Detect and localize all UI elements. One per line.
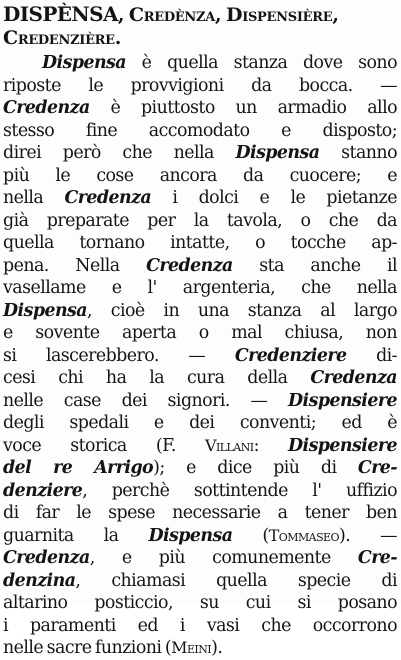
body-line: denziere, perchè sottintende l' uffizio [3, 480, 397, 501]
term: denziere [3, 480, 83, 501]
term: Dispensiere [288, 390, 397, 411]
term: Credenza [3, 98, 90, 118]
body-line: direi però che nella Dispensa stanno [3, 143, 397, 163]
body-line: Credenza è piuttosto un armadio allo [3, 98, 397, 118]
body-line: riposte le provvigioni da bocca. — [3, 75, 397, 96]
term: Cre- [357, 548, 397, 568]
body-line: cesi chi ha la cura della Credenza [3, 368, 397, 388]
synonym-dispensiere: Dispensière [226, 4, 333, 26]
author-name: Tommaseo [268, 525, 339, 545]
author-name: Meini [171, 638, 212, 657]
headword: DISPÈNSA [3, 2, 118, 26]
body-line: di far le spese necessarie a tener ben [3, 503, 397, 523]
header-separator: , [214, 4, 227, 26]
term: denzina [3, 570, 76, 591]
term: Dispensiere [287, 435, 397, 456]
body-line: guarnita la Dispensa (Tommaseo). — [3, 525, 397, 546]
entry-header [3, 3, 398, 50]
body-line: vasellame e l' argenteria, che nella [3, 278, 397, 298]
body-line: Dispensa, cioè in una stanza al largo [3, 300, 397, 321]
term: Credenza [64, 188, 152, 208]
body-line: nella Credenza i dolci e le pietanze [3, 188, 397, 208]
body-line: quella tornano intatte, o tocche ap- [3, 233, 397, 253]
body-line: denzina, chiamasi quella specie di [3, 570, 397, 591]
body-line: nelle sacre funzioni (Meini). [3, 638, 223, 658]
term: Dispensa [235, 143, 320, 163]
body-line: degli spedali e dei conventi; ed è [3, 413, 397, 433]
term: Credenza [310, 368, 397, 388]
body-line: si lascerebbero. — Credenziere di- [3, 345, 397, 366]
body-line: già preparate per la tavola, o che da [3, 210, 397, 231]
body-line: Dispensa è quella stanza dove sono [42, 53, 397, 73]
synonym-credenza: Credènza [128, 4, 215, 26]
body-line: nelle case dei signori. — Dispensiere [3, 390, 397, 411]
body-line: altarino posticcio, su cui si posano [3, 593, 397, 613]
body-line: e sovente aperta o mal chiusa, non [3, 323, 397, 343]
header-separator: , [117, 4, 129, 26]
synonym-credenziere: Credenzière. [3, 27, 122, 49]
header-separator: , [332, 4, 339, 26]
term: Credenza [3, 548, 90, 568]
body-line: stesso fine accomodato e disposto; [3, 120, 397, 141]
body-line: Credenza, e più comunemente Cre- [3, 548, 397, 568]
body-line: pena. Nella Credenza sta anche il [3, 255, 398, 276]
term: Credenza [146, 255, 233, 276]
term: Dispensa [148, 525, 233, 546]
entry-body [3, 52, 398, 660]
term: del re Arrigo [3, 458, 154, 478]
term: Dispensa [3, 300, 88, 321]
body-line: i paramenti ed i vasi che occorrono [3, 615, 397, 636]
body-line: più le cose ancora da cuocere; e [3, 165, 397, 186]
body-line: voce storica (F. Villani: Dispensiere [3, 435, 397, 456]
author-name: Villani [204, 435, 254, 455]
term: Dispensa [42, 53, 127, 73]
term: Credenziere [234, 345, 347, 366]
term: Cre- [357, 458, 397, 478]
body-line: del re Arrigo); e dice più di Cre- [3, 458, 397, 478]
